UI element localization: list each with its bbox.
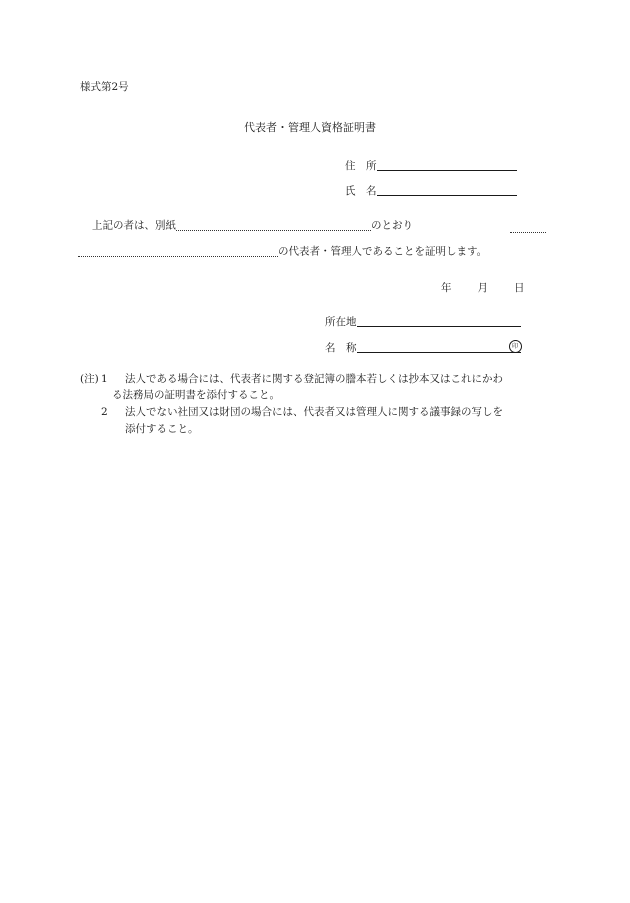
note-2-line-1: 法人でない社団又は財団の場合には、代表者又は管理人に関する議事録の写しを: [125, 406, 503, 418]
certifier-name-field-line[interactable]: [357, 341, 521, 353]
body-line-2: [78, 246, 487, 257]
attachment-name-blank[interactable]: [176, 220, 371, 231]
date-year: 年: [441, 282, 452, 294]
note-1-line-2: る法務局の証明書を添付すること。: [112, 389, 280, 401]
seal-mark: 印: [509, 340, 522, 353]
body-line1-middle: のとおり: [371, 219, 413, 232]
name-field-line[interactable]: [377, 184, 517, 196]
certifier-location-row: [325, 315, 521, 327]
address-field-line[interactable]: [377, 159, 517, 171]
applicant-address-row: [345, 159, 517, 171]
note-1-number: 1: [101, 373, 108, 385]
certifier-name-row: [325, 340, 522, 353]
location-field-line[interactable]: [357, 315, 521, 327]
body-line1-prefix: 上記の者は、別紙: [92, 219, 176, 232]
note-2-number: 2: [101, 406, 108, 418]
location-label: 所在地: [325, 315, 357, 328]
address-label: 住 所: [345, 159, 377, 172]
note-2-line-2: 添付すること。: [125, 423, 199, 435]
applicant-name-row: [345, 184, 517, 196]
body-line2-suffix: の代表者・管理人であることを証明します。: [278, 245, 488, 258]
document-title: 代表者・管理人資格証明書: [244, 121, 376, 134]
notes-prefix: (注): [80, 373, 99, 385]
date-row: [441, 283, 525, 294]
date-day: 日: [514, 282, 525, 294]
name-label: 氏 名: [345, 184, 377, 197]
date-month: 月: [477, 282, 488, 294]
organization-blank-start[interactable]: [510, 222, 546, 233]
form-number: 様式第2号: [80, 81, 129, 93]
body-line-1: [92, 220, 413, 231]
note-1-line-1: 法人である場合には、代表者に関する登記簿の謄本若しくは抄本又はこれにかわ: [125, 373, 503, 385]
organization-blank[interactable]: [78, 246, 278, 257]
certifier-name-label: 名 称: [325, 341, 357, 354]
